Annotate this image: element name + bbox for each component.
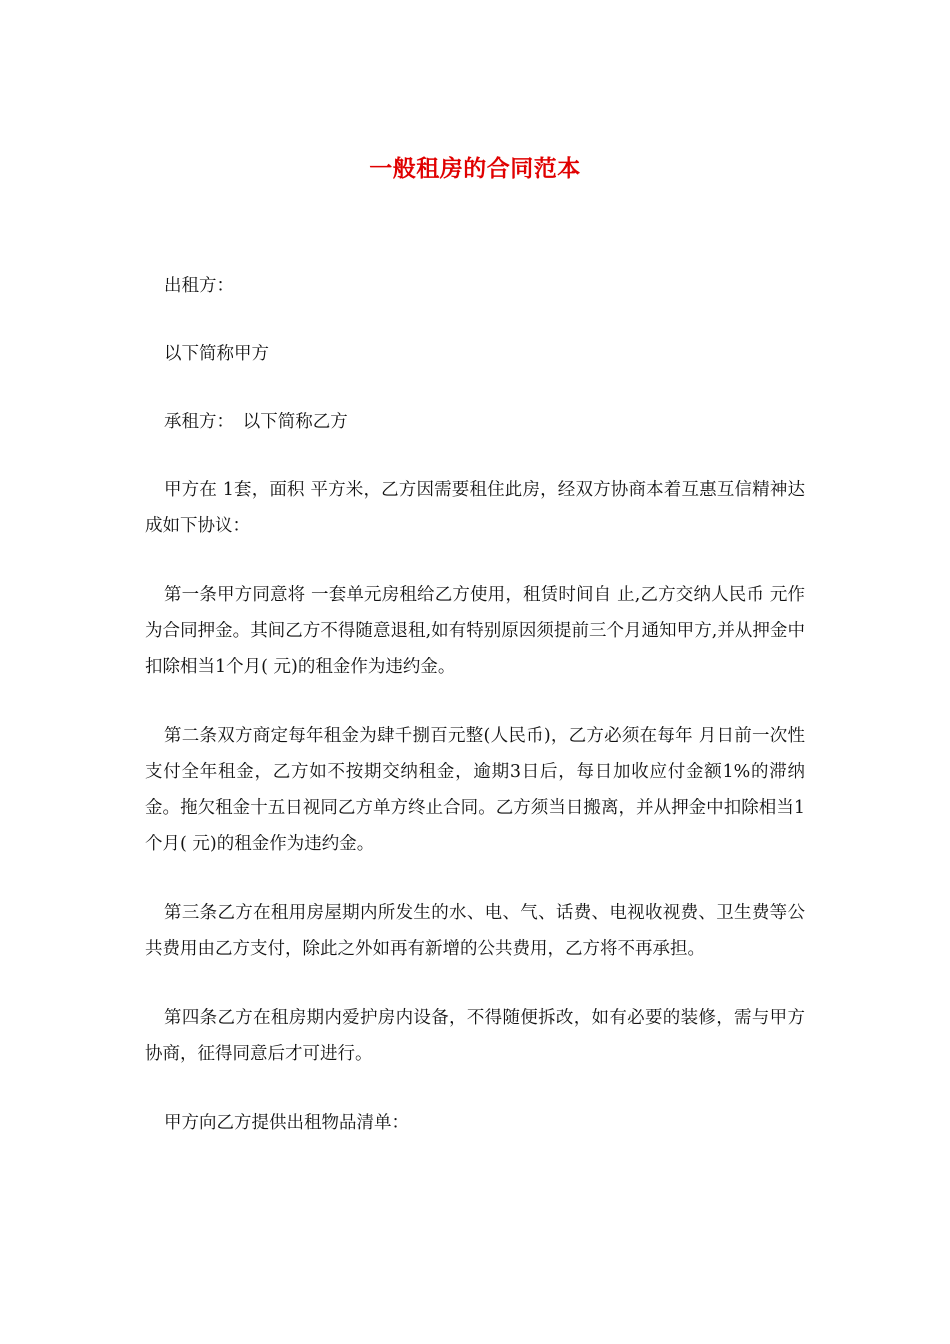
document-title: 一般租房的合同范本 [369, 155, 581, 182]
paragraph-lessor: 出租方： [164, 276, 234, 296]
paragraph-lessee: 承租方： 以下简称乙方 [164, 412, 348, 432]
paragraph-item-list-intro: 甲方向乙方提供出租物品清单： [164, 1113, 409, 1133]
paragraph-article-2: 第二条双方商定每年租金为肆千捌百元整(人民币)，乙方必须在每年 月日前一次性支付全年租金，乙方如不按期交纳租金，逾期3日后，每日加收应付金额1%的滞纳金。拖欠租金十五日视同乙方单方终止合同。乙方须当日搬离，并从押金中扣除相当1个月( 元)的租金作为违约金。 [145, 726, 805, 854]
paragraph-party-a-alias: 以下简称甲方 [164, 344, 269, 364]
paragraph-article-3: 第三条乙方在租用房屋期内所发生的水、电、气、话费、电视收视费、卫生费等公共费用由乙方支付，除此之外如再有新增的公共费用，乙方将不再承担。 [145, 903, 805, 959]
paragraph-article-1: 第一条甲方同意将 一套单元房租给乙方使用，租赁时间自 止,乙方交纳人民币 元作为合同押金。其间乙方不得随意退租,如有特别原因须提前三个月通知甲方,并从押金中扣除相当1个月( 元)的租金作为违约金。 [145, 585, 805, 677]
paragraph-article-4: 第四条乙方在租房期内爱护房内设备，不得随便拆改，如有必要的装修，需与甲方协商，征得同意后才可进行。 [145, 1008, 805, 1064]
paragraph-preamble: 甲方在 1套，面积 平方米，乙方因需要租住此房，经双方协商本着互惠互信精神达成如下协议： [145, 480, 805, 536]
document-body [145, 268, 805, 1174]
